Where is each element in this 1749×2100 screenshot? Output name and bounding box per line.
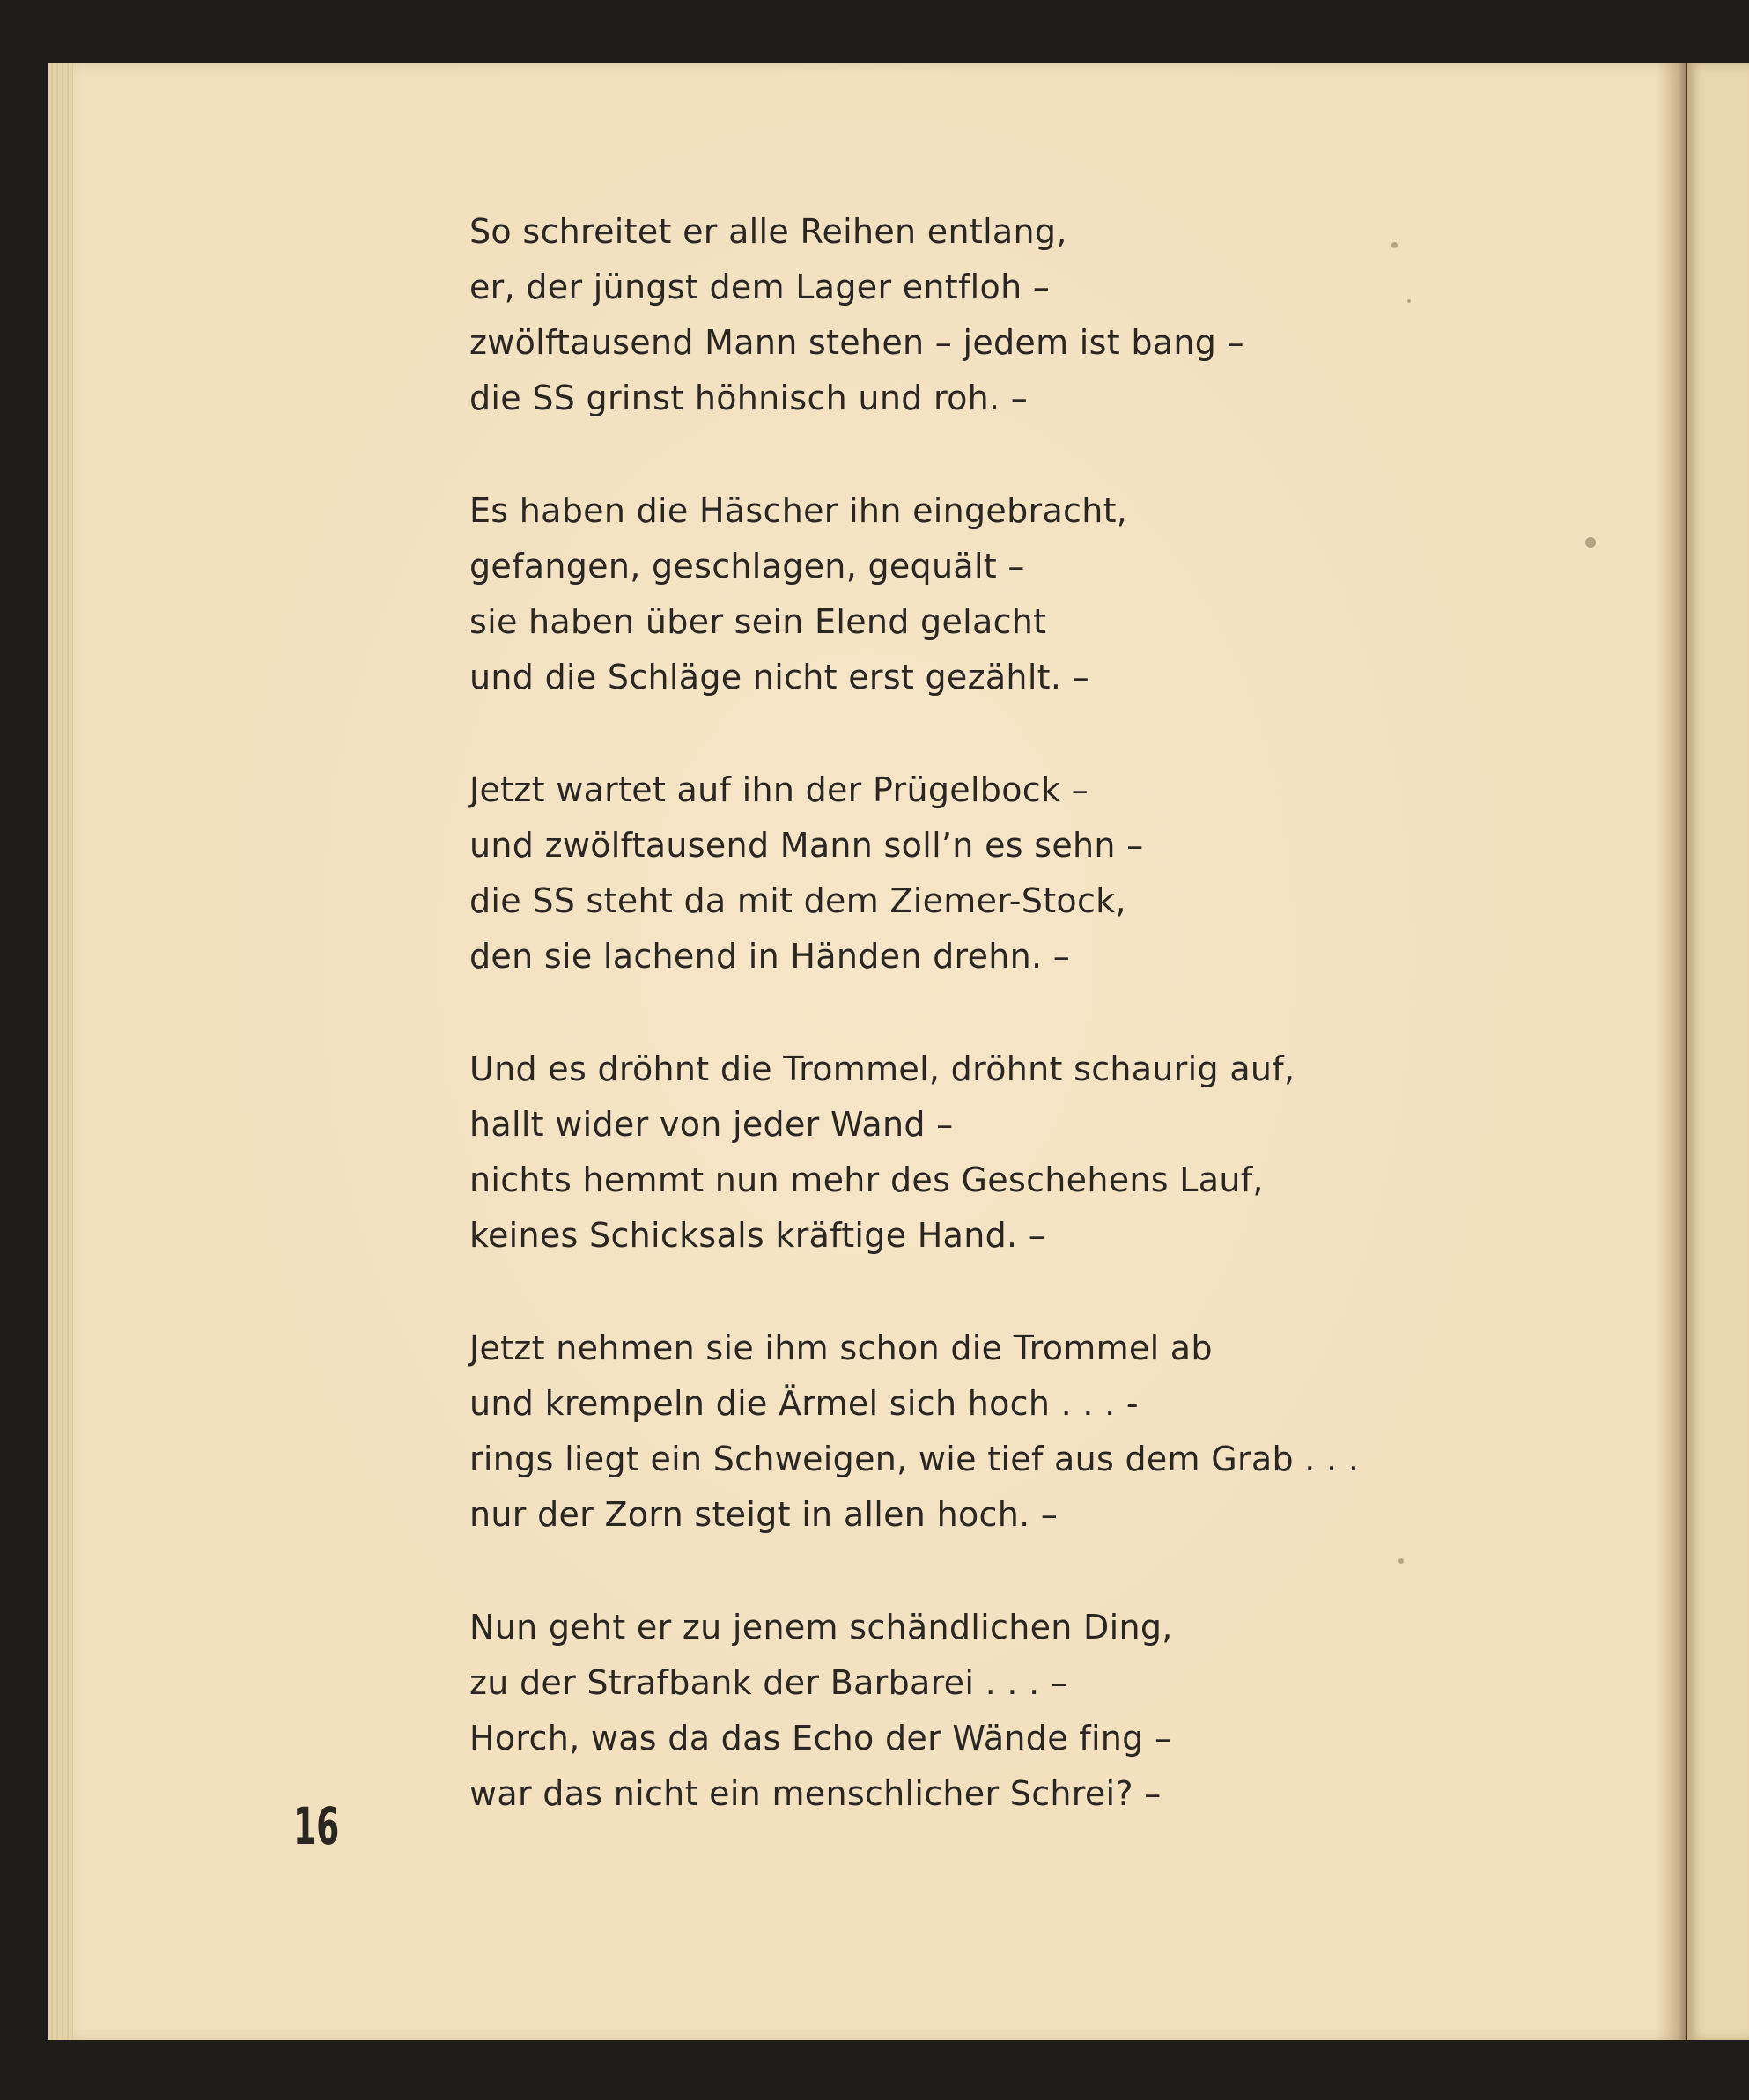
poem-line: er, der jüngst dem Lager entfloh – bbox=[469, 268, 1051, 306]
poem-line: die SS steht da mit dem Ziemer-Stock, bbox=[469, 881, 1126, 920]
stanza-4 bbox=[469, 1042, 1526, 1264]
facing-page bbox=[1687, 63, 1749, 2040]
poem-line: Es haben die Häscher ihn eingebracht, bbox=[469, 491, 1128, 530]
poem-line: nur der Zorn steigt in allen hoch. – bbox=[469, 1495, 1059, 1534]
paper-speck bbox=[1407, 299, 1411, 303]
stanza-3 bbox=[469, 763, 1526, 984]
poem-line: zu der Strafbank der Barbarei . . . – bbox=[469, 1663, 1068, 1702]
page-number: 16 bbox=[293, 1796, 340, 1856]
poem-line: Jetzt wartet auf ihn der Prügelbock – bbox=[469, 770, 1089, 809]
page-edge bbox=[48, 63, 73, 2040]
stanza-1 bbox=[469, 204, 1526, 426]
poem-line: Horch, was da das Echo der Wände fing – bbox=[469, 1719, 1172, 1757]
poem-line: rings liegt ein Schweigen, wie tief aus dem Grab . . . bbox=[469, 1440, 1360, 1478]
poem-line: und krempeln die Ärmel sich hoch . . . - bbox=[469, 1384, 1139, 1423]
poem-line: Nun geht er zu jenem schändlichen Ding, bbox=[469, 1608, 1173, 1647]
poem-line: keines Schicksals kräftige Hand. – bbox=[469, 1216, 1046, 1255]
poem-line: war das nicht ein menschlicher Schrei? – bbox=[469, 1774, 1162, 1813]
poem-line: sie haben über sein Elend gelacht bbox=[469, 602, 1047, 641]
stanza-5 bbox=[469, 1321, 1526, 1543]
poem-line: die SS grinst höhnisch und roh. – bbox=[469, 379, 1029, 417]
stanza-2 bbox=[469, 483, 1526, 705]
poem-line: gefangen, geschlagen, gequält – bbox=[469, 547, 1025, 586]
poem-line: und die Schläge nicht erst gezählt. – bbox=[469, 658, 1089, 696]
gutter-shadow bbox=[1656, 63, 1687, 2040]
poem-line: den sie lachend in Händen drehn. – bbox=[469, 937, 1071, 976]
paper-speck bbox=[1585, 537, 1596, 548]
poem bbox=[469, 204, 1526, 1879]
paper-speck bbox=[1398, 1558, 1404, 1564]
paper-speck bbox=[1391, 242, 1398, 248]
stanza-6 bbox=[469, 1600, 1526, 1822]
poem-line: zwölftausend Mann stehen – jedem ist bang – bbox=[469, 323, 1244, 362]
poem-line: Und es dröhnt die Trommel, dröhnt schaurig auf, bbox=[469, 1050, 1295, 1088]
poem-line: hallt wider von jeder Wand – bbox=[469, 1105, 954, 1144]
poem-line: Jetzt nehmen sie ihm schon die Trommel ab bbox=[469, 1329, 1213, 1367]
poem-line: und zwölftausend Mann soll’n es sehn – bbox=[469, 826, 1144, 865]
poem-line: So schreitet er alle Reihen entlang, bbox=[469, 212, 1067, 251]
poem-line: nichts hemmt nun mehr des Geschehens Lauf, bbox=[469, 1161, 1264, 1199]
